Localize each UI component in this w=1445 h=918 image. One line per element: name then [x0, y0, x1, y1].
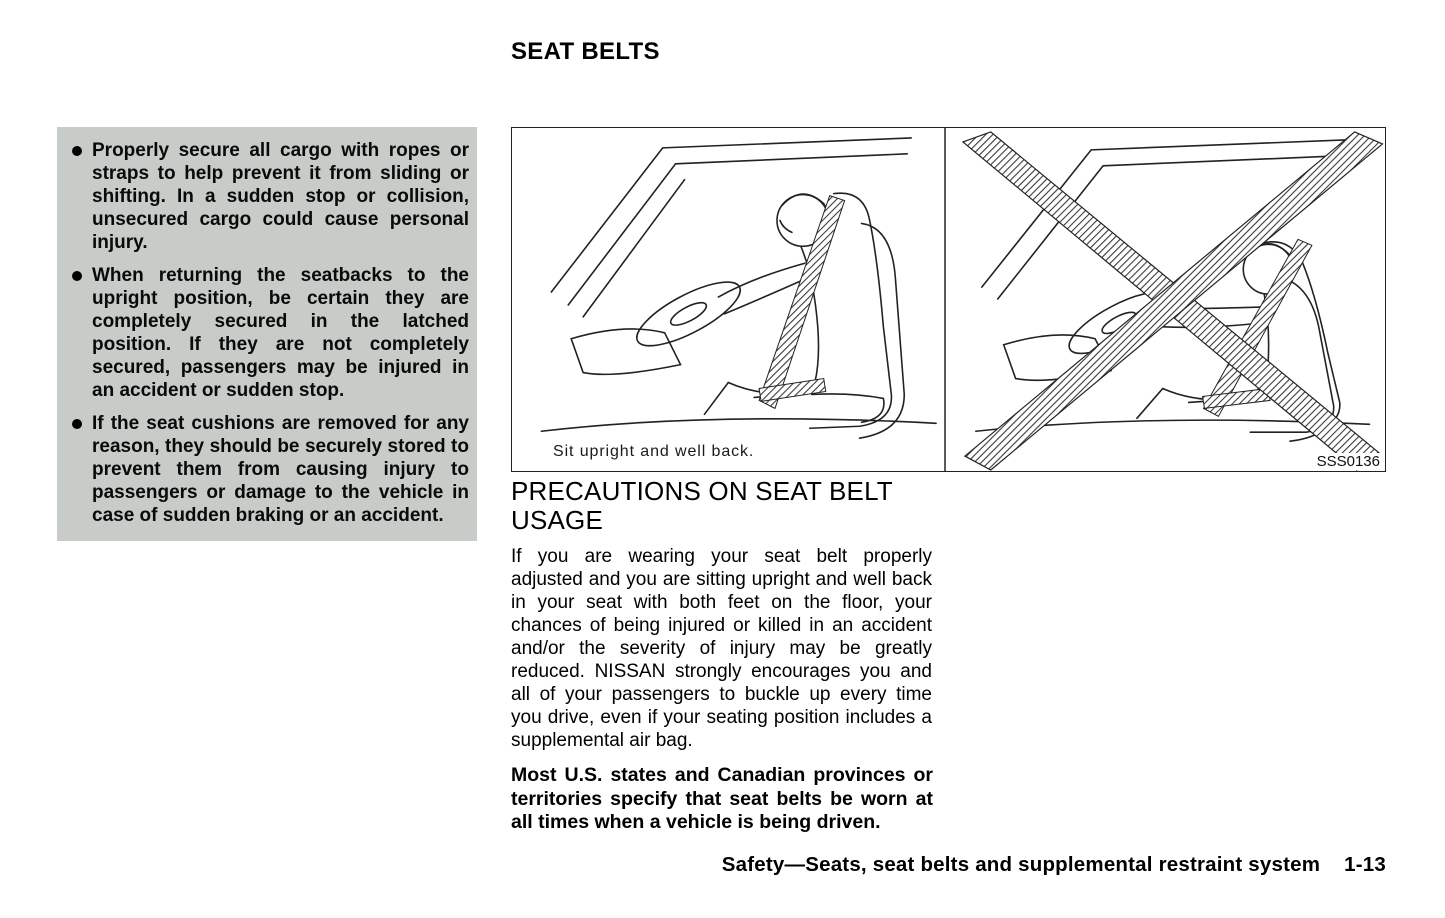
figure-code: SSS0136 — [1316, 453, 1380, 470]
warning-bullet-item — [64, 412, 469, 527]
section-heading: PRECAUTIONS ON SEAT BELT USAGE — [511, 476, 893, 535]
cross-out-x-icon — [963, 132, 1383, 470]
warning-bullet-text: Properly secure all cargo with ropes or straps to help prevent it from sliding or shifting. In a sudden stop or collision, unsecured cargo could cause personal injury. — [92, 140, 469, 253]
bullet-icon — [72, 146, 82, 156]
bullet-icon — [72, 419, 82, 429]
footer-page-number: 1-13 — [1344, 853, 1386, 876]
seatbelt-correct-drawing — [541, 138, 936, 438]
seatbelt-figure — [511, 127, 1386, 472]
section-body-paragraph: If you are wearing your seat belt properly adjusted and you are sitting upright and well back in your seat with both feet on the floor, your chances of being injured or killed in an accident and/or the severity of injury may be greatly reduced. NISSAN strongly encourages you and all of your passengers to buckle up every time you drive, even if your seating position includes a supplemental air bag. — [511, 546, 932, 751]
cargo-warning-box — [57, 127, 477, 541]
figure-caption: Sit upright and well back. — [550, 443, 757, 461]
warning-bullet-text: If the seat cushions are removed for any reason, they should be securely stored to prevent them from causing injury to passengers or damage to the vehicle in case of sudden braking or an accident. — [92, 413, 469, 526]
warning-bullet-item — [64, 264, 469, 402]
page-footer — [722, 853, 1386, 877]
warning-bullet-text: When returning the seatbacks to the upright position, be certain they are completely secured in the latched position. If they are not completely secured, passengers may be injured in an accident or sudden stop. — [92, 265, 469, 401]
seatbelt-illustration — [512, 128, 1385, 471]
footer-chapter-title: Safety—Seats, seat belts and supplemental restraint system — [721, 853, 1321, 876]
bullet-icon — [72, 271, 82, 281]
page-title: SEAT BELTS — [511, 38, 660, 65]
warning-bullet-item — [64, 139, 469, 254]
section-bold-note: Most U.S. states and Canadian provinces or territories specify that seat belts be worn at all times when a vehicle is being driven. — [511, 764, 933, 833]
